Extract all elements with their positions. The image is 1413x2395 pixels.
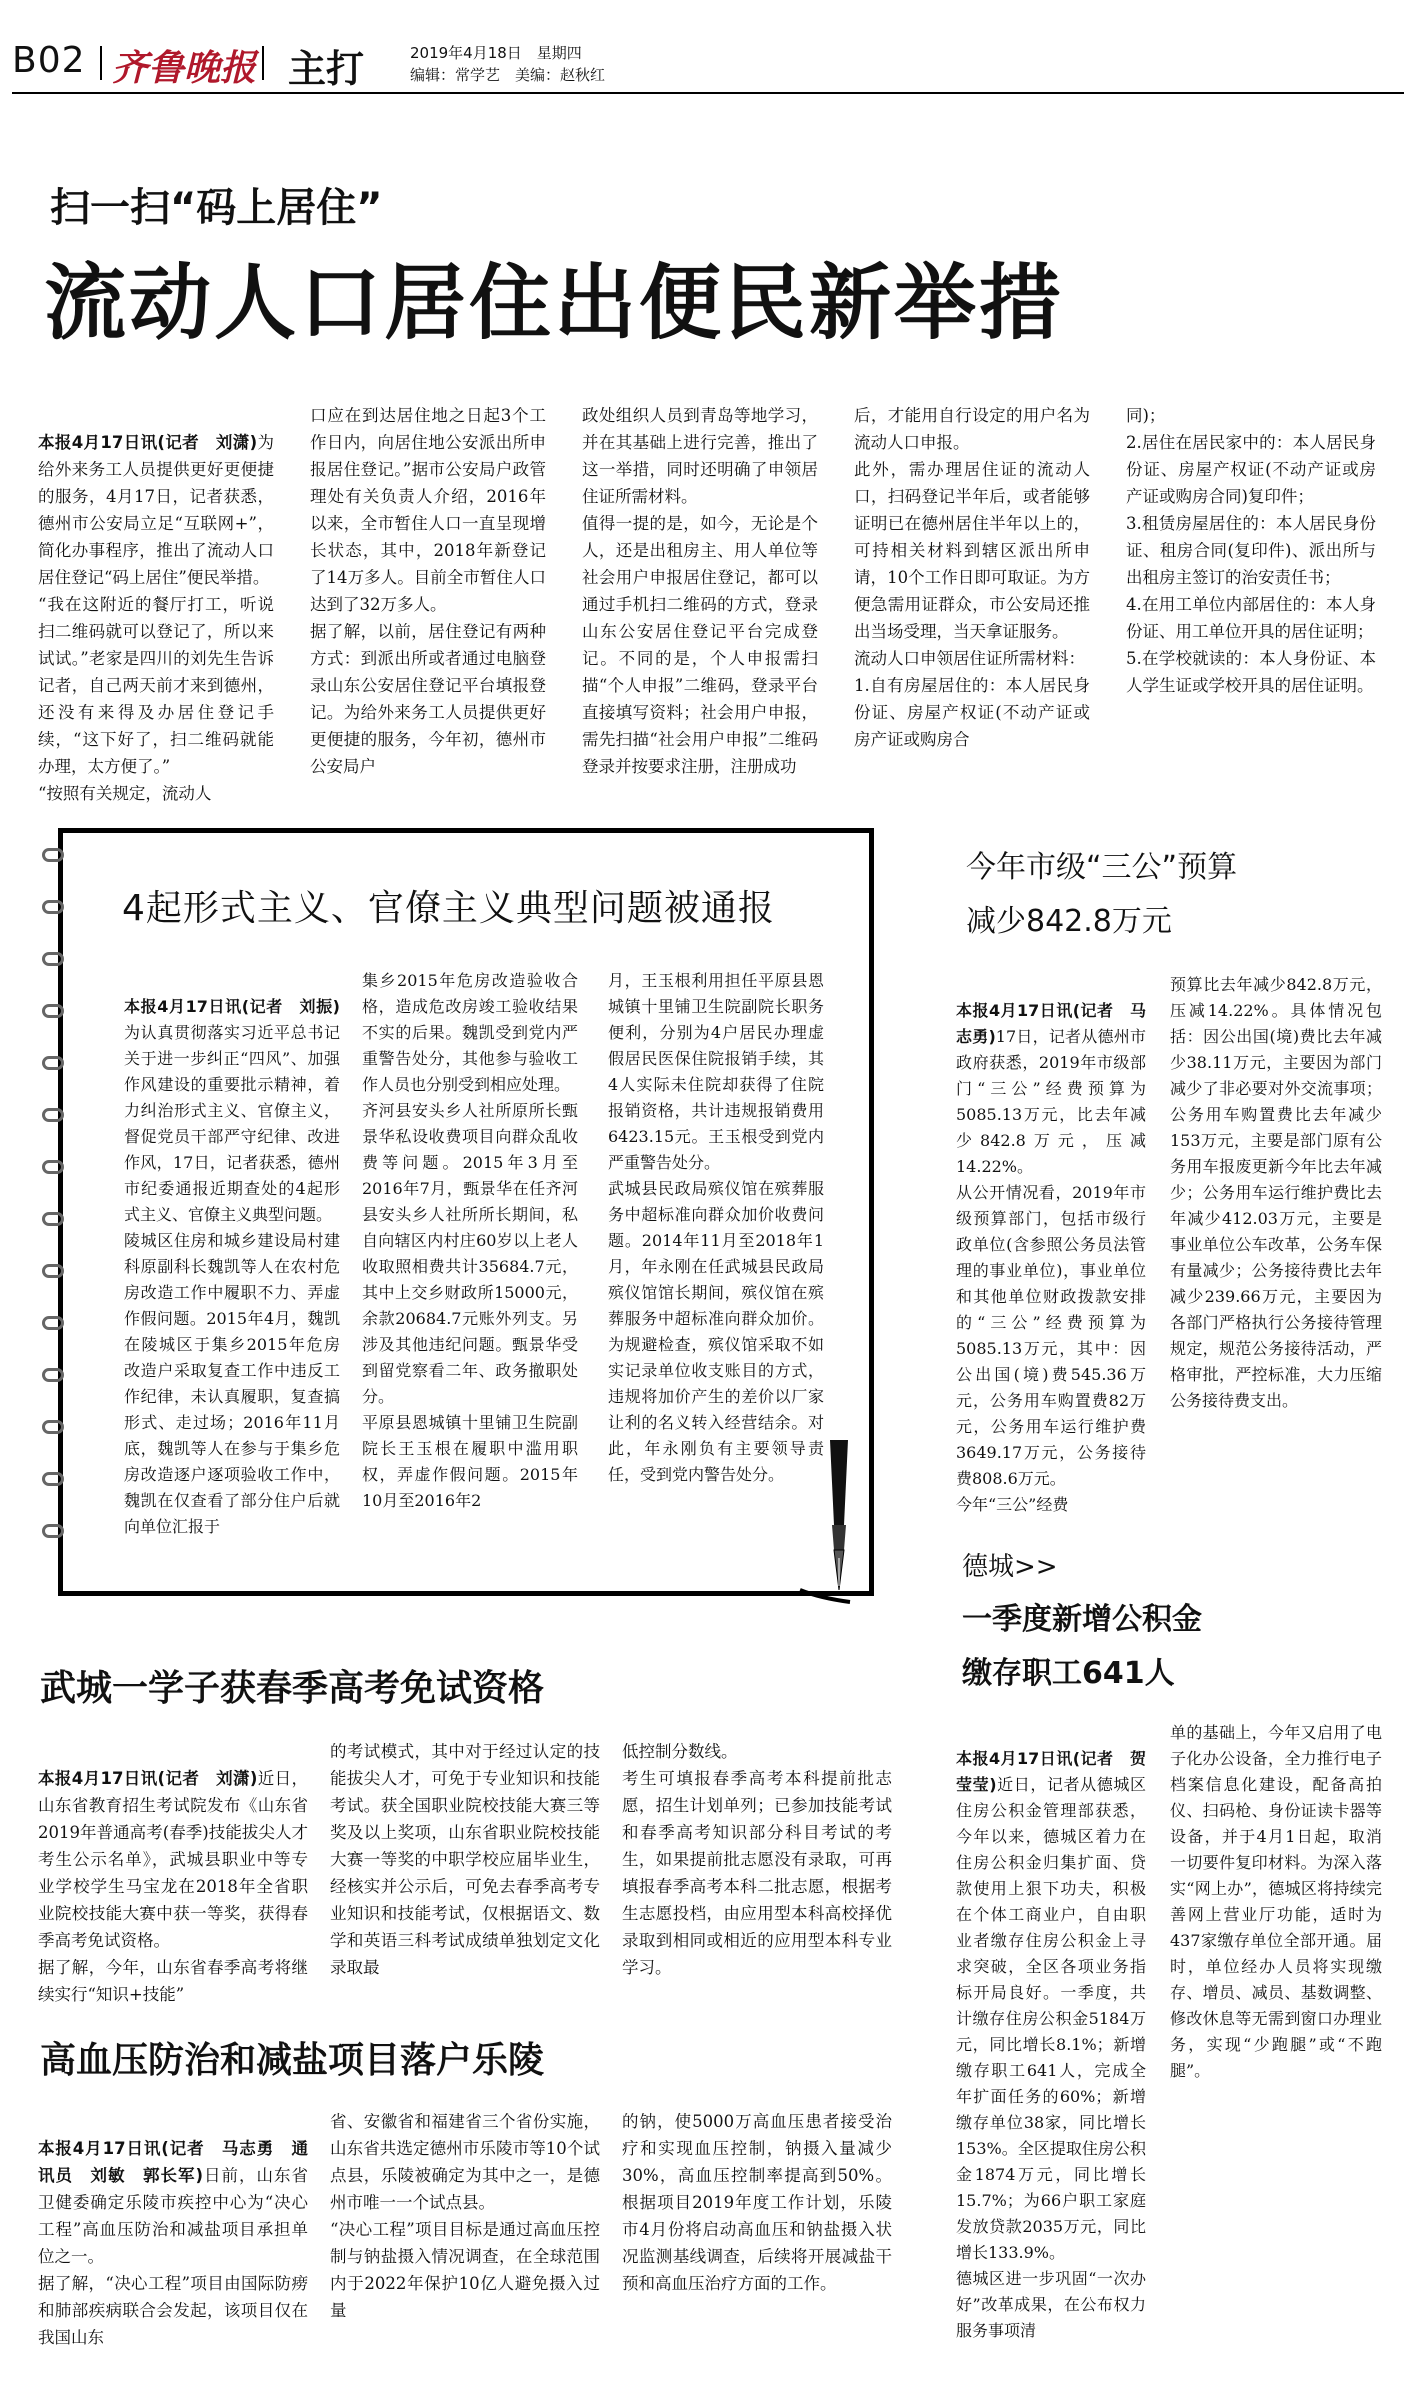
page-number: B02 — [12, 40, 86, 81]
dezhou-col-1-text: 近日，记者从德城区住房公积金管理部获悉，今年以来，德城区着力在住房公积金归集扩面、贷款使用上狠下功夫，积极在个体工商业户，自由职业者缴存住房公积金上寻求突破，全区各项业务指标开局良好。一季度，共计缴存住房公积金5184万元，同比增长8.1%；新增缴存职工641人，完成全年扩面任务的60%；新增缴存单位38家，同比增长153%。全区提取住房公积金1874万元，同比增长15.7%；为66户职工家庭发放贷款2035万元，同比增长133.9%。 德城区进一步巩固“一次办好”改革成果，在公布权力服务事项清 — [956, 1775, 1146, 2340]
lead-col-1-text: 为给外来务工人员提供更好更便捷的服务，4月17日，记者获悉，德州市公安局立足“互联网+”，简化办事程序，推出了流动人口居住登记“码上居住”便民举措。 “我在这附近的餐厅打工，听说扫二维码就可以登记了，所以来试试。”老家是四川的刘先生告诉记者，自己两天前才来到德州，还没有来得及办居住登记手续，“这下好了，扫二维码就能办理，太方便了。” “按照有关规定，流动人 — [38, 433, 274, 803]
fountain-pen-icon — [780, 1440, 860, 1610]
wucheng-col-1-text: 近日，山东省教育招生考试院发布《山东省2019年普通高考(春季)技能拔尖人才考生公示名单》，武城县职业中等专业学校学生马宝龙在2018年全省职业院校技能大赛中获一等奖，获得春季高考免试资格。 据了解，今年，山东省春季高考将继续实行“知识+技能” — [38, 1769, 308, 2004]
hypertension-byline: 本报4月17日讯(记者 马志勇 通讯员 刘敏 郭长军) — [38, 2139, 308, 2185]
dezhou-kicker: 德城>> — [962, 1552, 1058, 1582]
wucheng-col-3: 低控制分数线。 考生可填报春季高考本科提前批志愿，招生计划单列；已参加技能考试和春季高考知识部分科目考试的考生，如果提前批志愿没有录取，可再填报春季高考本科二批志愿，根据考生志愿投档，由应用型本科高校择优录取到相同或相近的应用型本科专业学习。 — [622, 1742, 892, 1977]
lead-kicker: 扫一扫“码上居住” — [50, 185, 383, 231]
lead-col-5: 同)； 2.居住在居民家中的：本人居民身份证、房屋产权证(不动产证或房产证或购房合同)复印件； 3.租赁房屋居住的：本人居民身份证、租房合同(复印件)、派出所与出租房主签订的治安责任书； 4.在用工单位内部居住的：本人身份证、用工单位开具的居住证明； 5.在学校就读的：本人身份证、本人学生证或学校开具的居住证明。 — [1126, 406, 1376, 695]
masthead-rule — [12, 92, 1404, 94]
masthead-divider — [100, 46, 102, 80]
section-label: 主打 — [288, 47, 365, 91]
wucheng-headline: 武城一学子获春季高考免试资格 — [40, 1668, 545, 1709]
boxed-col-1-text: 为认真贯彻落实习近平总书记关于进一步纠正“四风”、加强作风建设的重要批示精神，着力纠治形式主义、官僚主义，督促党员干部严守纪律、改进作风，17日，记者获悉，德州市纪委通报近期查处的4起形式主义、官僚主义典型问题。 陵城区住房和城乡建设局村建科原副科长魏凯等人在农村危房改造工作中履职不力、弄虚作假问题。2015年4月，魏凯在陵城区于集乡2015年危房改造户采取复查工作中违反工作纪律，未认真履职，复查搞形式、走过场；2016年11月底，魏凯等人在参与于集乡危房改造逐户逐项验收工作中，魏凯在仅查看了部分住户后就向单位汇报于 — [124, 1023, 340, 1536]
qilu-logo: 齐鲁晚报 — [112, 47, 257, 89]
dezhou-headline-1: 一季度新增公积金 — [962, 1602, 1202, 1637]
sangong-headline-1: 今年市级“三公”预算 — [966, 850, 1238, 885]
dezhou-col-1 — [956, 1720, 1146, 2388]
hypertension-col-2: 省、安徽省和福建省三个省份实施，山东省共选定德州市乐陵市等10个试点县，乐陵被确定为其中之一，是德州市唯一一个试点县。 “决心工程”项目目标是通过高血压控制与钠盐摄入情况调查，在全球范围内于2022年保护10亿人避免摄入过量 — [330, 2112, 600, 2320]
date-line: 2019年4月18日 星期四 — [410, 44, 582, 62]
dezhou-headline-2: 缴存职工641人 — [962, 1656, 1175, 1691]
wucheng-col-1 — [38, 1738, 308, 2004]
boxed-headline: 4起形式主义、官僚主义典型问题被通报 — [122, 888, 775, 929]
hypertension-headline: 高血压防治和减盐项目落户乐陵 — [40, 2040, 545, 2081]
dezhou-byline: 本报4月17日讯(记者 贺莹莹) — [956, 1749, 1146, 1794]
boxed-col-3: 月，王玉根利用担任平原县恩城镇十里铺卫生院副院长职务便利，分别为4户居民办理虚假居民医保住院报销手续，其4人实际未住院却获得了住院报销资格，共计违规报销费用6423.15元。王玉根受到党内严重警告处分。 武城县民政局殡仪馆在殡葬服务中超标准向群众加价收费问题。2014年11月至2018年1月，年永刚在任武城县民政局殡仪馆馆长期间，殡仪馆在殡葬服务中超标准向群众加价。为规避检查，殡仪馆采取不如实记录单位收支账目的方式，违规将加价产生的差价以厂家让利的名义转入经营结余。对此，年永刚负有主要领导责任，受到党内警告处分。 — [608, 971, 824, 1484]
lead-headline: 流动人口居住出便民新举措 — [44, 256, 1065, 351]
sangong-headline-2: 减少842.8万元 — [966, 904, 1172, 939]
boxed-byline: 本报4月17日讯(记者 刘振) — [124, 997, 340, 1016]
lead-col-2: 口应在到达居住地之日起3个工作日内，向居住地公安派出所申报居住登记。”据市公安局户政管理处有关负责人介绍，2016年以来，全市暂住人口一直呈现增长状态，其中，2018年新登记了14万多人。目前全市暂住人口达到了32万多人。 据了解，以前，居住登记有两种方式：到派出所或者通过电脑登录山东公安居住登记平台填报登记。为给外来务工人员提供更好更便捷的服务，今年初，德州市公安局户 — [310, 406, 546, 776]
editor-line: 编辑：常学艺 美编：赵秋红 — [410, 66, 606, 84]
boxed-col-2: 集乡2015年危房改造验收合格，造成危改房竣工验收结果不实的后果。魏凯受到党内严重警告处分，其他参与验收工作人员也分别受到相应处理。 齐河县安头乡人社所原所长甄景华私设收费项目向群众乱收费等问题。2015年3月至2016年7月，甄景华在任齐河县安头乡人社所所长期间，私自向辖区内村庄60岁以上老人收取照相费共计35684.7元，其中上交乡财政所15000元，余款20684.7元账外列支。另涉及其他违纪问题。甄景华受到留党察看二年、政务撤职处分。 平原县恩城镇十里铺卫生院副院长王玉根在履职中滥用职权，弄虚作假问题。2015年10月至2016年2 — [362, 971, 578, 1510]
lead-col-1 — [38, 402, 274, 802]
lead-col-4: 后，才能用自行设定的用户名为流动人口申报。 此外，需办理居住证的流动人口，扫码登记半年后，或者能够证明已在德州居住半年以上的，可持相关材料到辖区派出所申请，10个工作日即可取证。为方便急需用证群众，市公安局还推出当场受理，当天拿证服务。 流动人口申领居住证所需材料： 1.自有房屋居住的：本人居民身份证、房屋产权证(不动产证或房产证或购房合 — [854, 406, 1090, 749]
sangong-col-1-text: 17日，记者从德州市政府获悉，2019年市级部门“三公”经费预算为5085.13万元，比去年减少842.8万元，压减14.22%。 从公开情况看，2019年市级预算部门，包括市级行政单位(含参照公务员法管理的事业单位)，事业单位和其他单位财政拨款安排的“三公”经费预算为5085.13万元，其中：因公出国(境)费545.36万元，公务用车购置费82万元，公务用车运行维护费3649.17万元，公务接待费808.6万元。 今年“三公”经费 — [956, 1027, 1146, 1514]
sangong-byline: 本报4月17日讯(记者 马志勇) — [956, 1001, 1146, 1046]
dezhou-col-2: 单的基础上，今年又启用了电子化办公设备，全力推行电子档案信息化建设，配备高拍仪、扫码枪、身份证读卡器等设备，并于4月1日起，取消一切要件复印材料。为深入落实“网上办”，德城区将持续完善网上营业厅功能，适时为437家缴存单位全部开通。届时，单位经办人员将实现缴存、增员、减员、基数调整、修改休息等无需到窗口办理业务，实现“少跑腿”或“不跑腿”。 — [1170, 1723, 1382, 2080]
lead-col-3: 政处组织人员到青岛等地学习，并在其基础上进行完善，推出了这一举措，同时还明确了申领居住证所需材料。 值得一提的是，如今，无论是个人，还是出租房主、用人单位等社会用户申报居住登记，都可以通过手机扫二维码的方式，登录山东公安居住登记平台完成登记。不同的是，个人申报需扫描“个人申报”二维码，登录平台直接填写资料；社会用户申报，需先扫描“社会用户申报”二维码登录并按要求注册，注册成功 — [582, 406, 818, 776]
boxed-col-1 — [124, 968, 340, 1536]
masthead-divider-2 — [262, 46, 264, 80]
sangong-col-2: 预算比去年减少842.8万元，压减14.22%。具体情况包括：因公出国(境)费比去年减少38.11万元，主要因为部门减少了非必要对外交流事项；公务用车购置费比去年减少153万元，主要是部门原有公务用车报废更新今年比去年减少；公务用车运行维护费比去年减少412.03万元，主要是事业单位公车改革，公务车保有量减少；公务接待费比去年减少239.66万元，主要因为各部门严格执行公务接待管理规定，规范公务接待活动，严格审批，严控标准，大力压缩公务接待费支出。 — [1170, 975, 1382, 1410]
hypertension-col-1 — [38, 2108, 308, 2378]
wucheng-byline: 本报4月17日讯(记者 刘潇) — [38, 1769, 258, 1788]
wucheng-col-2: 的考试模式，其中对于经过认定的技能拔尖人才，可免于专业知识和技能考试。获全国职业院校技能大赛三等奖及以上奖项，山东省职业院校技能大赛一等奖的中职学校应届毕业生，经核实并公示后，可免去春季高考专业知识和技能考试，仅根据语文、数学和英语三科考试成绩单独划定文化录取最 — [330, 1742, 600, 1977]
sangong-col-1 — [956, 972, 1146, 1514]
hypertension-col-3: 的钠，使5000万高血压患者接受治疗和实现血压控制，钠摄入量减少30%，高血压控制率提高到50%。根据项目2019年度工作计划，乐陵市4月份将启动高血压和钠盐摄入状况监测基线调查，后续将开展减盐干预和高血压治疗方面的工作。 — [622, 2112, 892, 2293]
hypertension-col-1-text: 日前，山东省卫健委确定乐陵市疾控中心为“决心工程”高血压防治和减盐项目承担单位之一。 据了解，“决心工程”项目由国际防痨和肺部疾病联合会发起，该项目仅在我国山东 — [38, 2166, 308, 2347]
lead-byline: 本报4月17日讯(记者 刘潇) — [38, 433, 258, 452]
